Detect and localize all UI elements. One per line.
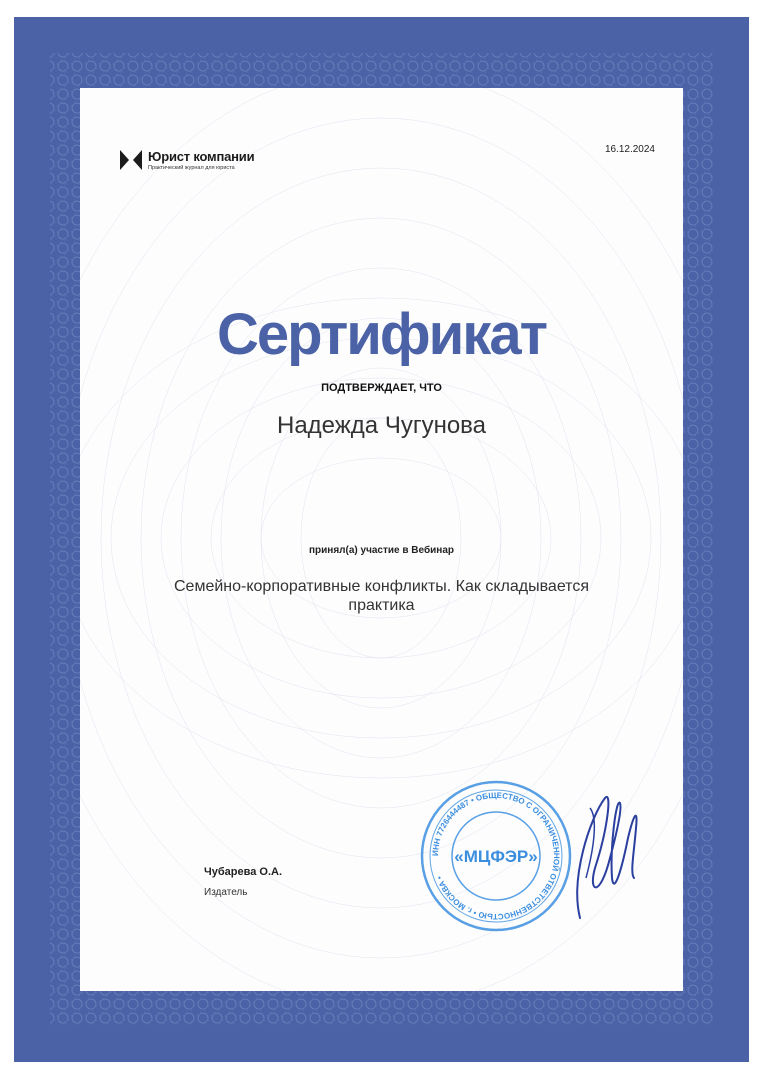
bowtie-logo-icon: [120, 150, 142, 170]
stamp-ring-text: ИНН 7726444487 • ОБЩЕСТВО С ОГРАНИЧЕННОЙ ОТВЕТСТВЕННОСТЬЮ • г. МОСКВА •: [430, 790, 562, 922]
logo-title: Юрист компании: [148, 149, 255, 164]
logo-subtitle: Практический журнал для юриста: [148, 165, 235, 171]
publisher-role: Издатель: [204, 887, 248, 898]
issue-date: 16.12.2024: [604, 144, 655, 155]
certificate-title: Сертификат: [217, 302, 546, 367]
event-title: Семейно-корпоративные конфликты. Как складывается практика: [174, 578, 589, 614]
certificate-page: [80, 88, 683, 991]
signature: [550, 778, 650, 938]
company-logo: [120, 148, 280, 174]
recipient-name: Надежда Чугунова: [276, 412, 486, 439]
stamp-center-text: «МЦФЭР»: [454, 847, 538, 866]
certificate-border: [14, 17, 749, 1062]
publisher-name: Чубарева О.А.: [204, 866, 282, 878]
confirms-text: ПОДТВЕРЖДАЕТ, ЧТО: [321, 382, 442, 394]
participation-text: принял(а) участие в Вебинар: [308, 545, 454, 556]
